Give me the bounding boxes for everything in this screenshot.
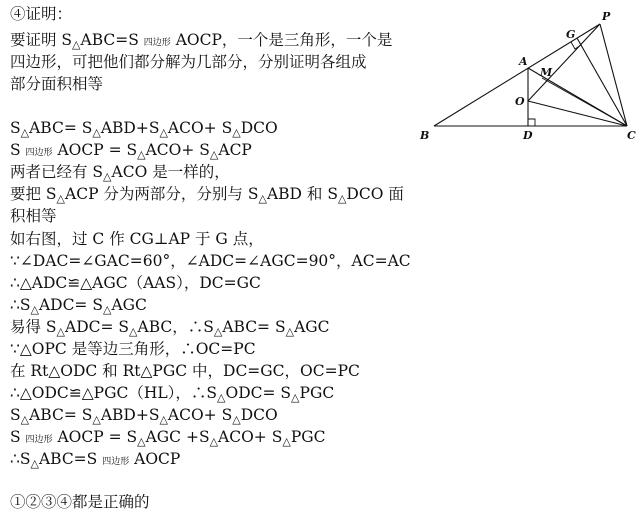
text-run: ABC=S — [80, 31, 144, 49]
text-run: ∴S — [10, 296, 31, 314]
proof-line — [10, 4, 72, 25]
text-run: 部分面积相等 — [10, 75, 104, 93]
proof-line — [10, 52, 367, 73]
text-run: ABC，∴S — [137, 318, 214, 336]
proof-line — [10, 492, 150, 513]
text-run: AOCP = S — [52, 428, 138, 446]
label-g: G — [566, 28, 576, 41]
text-run: PGC — [290, 428, 326, 446]
triangle-subscript: △ — [56, 192, 66, 205]
triangle-subscript: △ — [232, 413, 241, 426]
proof-line — [10, 251, 411, 272]
text-run: ACO+ S — [145, 141, 210, 159]
triangle-subscript: △ — [30, 457, 39, 470]
text-run: ACO+ S — [167, 406, 233, 424]
triangle-subscript: △ — [56, 325, 66, 338]
proof-line — [10, 361, 360, 382]
triangle-subscript: △ — [217, 391, 226, 404]
proof-line — [10, 74, 103, 95]
text-run: ∴△ODC≌△PGC（HL），∴S — [10, 384, 218, 402]
text-run: ABC= S — [29, 119, 93, 137]
text-run: 易得 S — [10, 318, 57, 336]
text-run: S — [10, 428, 26, 446]
label-o: O — [515, 95, 525, 108]
triangle-subscript: △ — [282, 435, 291, 448]
segment-mc — [542, 78, 627, 126]
label-c: C — [627, 129, 636, 142]
text-run: 两者已经有 S — [10, 163, 104, 181]
triangle-subscript: △ — [20, 413, 30, 426]
label-a: A — [519, 55, 528, 68]
proof-line — [10, 206, 57, 227]
label-d: D — [523, 129, 533, 142]
text-run: ADC= S — [65, 318, 130, 336]
text-run: ∴S — [10, 450, 31, 468]
segment-oc — [528, 101, 627, 126]
triangle-subscript: △ — [337, 192, 347, 205]
text-run: ADC= S — [38, 296, 103, 314]
text-run: AGC — [294, 318, 330, 336]
text-run: S — [10, 406, 21, 424]
text-run: ABD+S — [100, 406, 160, 424]
proof-line — [10, 339, 256, 360]
label-b: B — [420, 129, 430, 142]
proof-line — [10, 184, 404, 209]
text-run: 四边形，可把他们都分解为几部分，分别证明各组成 — [10, 53, 367, 71]
text-run: ABC= S — [29, 406, 93, 424]
triangle-subscript: △ — [30, 303, 39, 316]
text-run: ∵∠DAC=∠GAC=60°，∠ADC=∠AGC=90°，AC=AC — [10, 252, 411, 270]
text-run: S — [10, 119, 21, 137]
triangle-subscript: △ — [92, 126, 101, 139]
triangle-subscript: △ — [209, 435, 219, 448]
text-run: ∴△ADC≌△AGC（AAS），DC=GC — [10, 274, 261, 292]
text-run: ④证明： — [10, 5, 73, 23]
text-run: PGC — [299, 384, 335, 402]
triangle-subscript: △ — [159, 413, 168, 426]
proof-line — [10, 273, 261, 294]
triangle-subscript: △ — [137, 148, 146, 161]
text-run: 在 Rt△ODC 和 Rt△PGC 中，DC=GC，OC=PC — [10, 362, 360, 380]
text-run: AGC — [111, 296, 147, 314]
text-run: S — [10, 141, 26, 159]
text-run: 要把 S — [10, 185, 57, 203]
subscript-label: 四边形 — [102, 457, 130, 467]
triangle-subscript: △ — [285, 325, 295, 338]
triangle-subscript: △ — [103, 170, 112, 183]
text-run: AGC +S — [145, 428, 210, 446]
text-run: ABC= S — [222, 318, 286, 336]
text-run: ∵△OPC 是等边三角形，∴OC=PC — [10, 340, 256, 358]
label-m: M — [540, 66, 553, 79]
text-run: ACO+ S — [218, 428, 283, 446]
text-run: ODC= S — [225, 384, 292, 402]
text-run: ACO+ S — [167, 119, 233, 137]
subscript-label: 四边形 — [25, 435, 53, 445]
triangle-subscript: △ — [209, 148, 219, 161]
text-run: ABC=S — [38, 450, 103, 468]
text-run: AOCP，一个是三角形，一个是 — [170, 31, 393, 49]
text-run: ABD 和 S — [266, 185, 338, 203]
text-run: ACO 是一样的， — [111, 163, 230, 181]
triangle-subscript: △ — [291, 391, 300, 404]
label-p: P — [602, 10, 611, 23]
text-run: AOCP = S — [52, 141, 138, 159]
text-run: 要证明 S — [10, 31, 73, 49]
subscript-label: 四边形 — [25, 148, 53, 158]
triangle-subscript: △ — [232, 126, 241, 139]
segment-gc — [577, 38, 627, 126]
subscript-label: 四边形 — [143, 38, 171, 48]
text-run: AOCP — [129, 450, 181, 468]
text-run: ①②③④都是正确的 — [10, 493, 150, 511]
triangle-subscript: △ — [102, 303, 112, 316]
proof-line — [10, 229, 264, 250]
text-run: ACP 分为两部分，分别与 S — [65, 185, 259, 203]
triangle-subscript: △ — [92, 413, 101, 426]
segment-pc — [600, 24, 627, 126]
text-run: DCO — [240, 406, 278, 424]
text-run: 如右图，过 C 作 CG⊥AP 于 G 点， — [10, 230, 264, 248]
triangle-subscript: △ — [20, 126, 30, 139]
triangle-subscript: △ — [129, 325, 138, 338]
triangle-subscript: △ — [72, 38, 81, 51]
text-run: ACP — [218, 141, 252, 159]
text-run: 积相等 — [10, 207, 57, 225]
geometry-figure — [412, 8, 640, 150]
right-angle-d — [528, 119, 535, 126]
triangle-subscript: △ — [137, 435, 146, 448]
triangle-subscript: △ — [159, 126, 168, 139]
text-run: ABD+S — [100, 119, 160, 137]
triangle-subscript: △ — [258, 192, 267, 205]
triangle-subscript: △ — [213, 325, 223, 338]
text-run: DCO 面 — [346, 185, 404, 203]
text-run: DCO — [240, 119, 278, 137]
proof-line — [10, 449, 180, 474]
